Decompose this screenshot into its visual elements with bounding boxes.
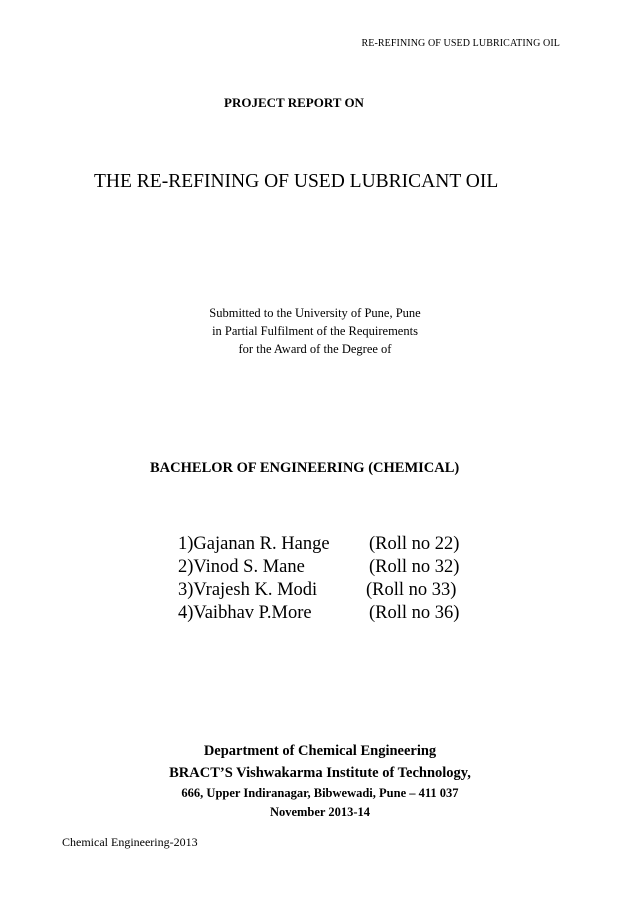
author-name: 1)Gajanan R. Hange [178,534,330,554]
running-header: RE-REFINING OF USED LUBRICATING OIL [361,38,560,49]
project-report-label: PROJECT REPORT ON [224,95,364,110]
submission-line: in Partial Fulfilment of the Requirements [212,324,418,338]
author-roll: (Roll no 22) [369,534,460,554]
report-title: THE RE-REFINING OF USED LUBRICANT OIL [94,171,499,192]
submission-date: November 2013-14 [269,805,371,819]
department-name: Department of Chemical Engineering [203,743,437,759]
degree-name: BACHELOR OF ENGINEERING (CHEMICAL) [150,460,460,476]
page-footer: Chemical Engineering-2013 [62,835,198,849]
author-roll: (Roll no 36) [369,603,460,623]
author-roll: (Roll no 32) [369,557,460,577]
department-block [100,740,540,821]
submission-statement [150,304,480,358]
institute-address: 666, Upper Indiranagar, Bibwewadi, Pune – 411 037 [181,786,459,800]
author-roll: (Roll no 33) [366,580,457,600]
author-name: 4)Vaibhav P.More [178,603,312,623]
submission-line: Submitted to the University of Pune, Pune [209,306,421,320]
author-name: 3)Vrajesh K. Modi [178,580,318,600]
submission-line: for the Award of the Degree of [238,342,392,356]
institute-name: BRACT’S Vishwakarma Institute of Technology, [169,765,471,781]
author-name: 2)Vinod S. Mane [178,557,305,577]
